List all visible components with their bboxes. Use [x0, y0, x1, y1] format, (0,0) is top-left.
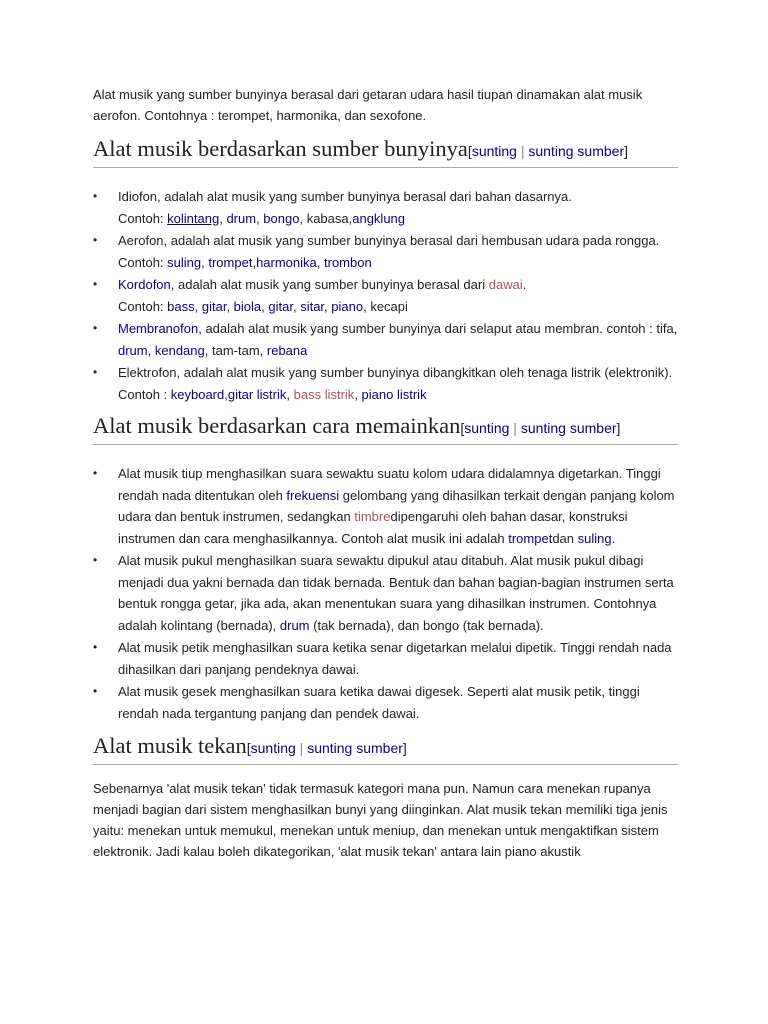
link-gitar-2[interactable]: gitar — [268, 298, 293, 314]
link-rebana[interactable]: rebana — [266, 342, 308, 358]
link-piano-listrik[interactable]: piano listrik — [361, 386, 427, 402]
list-item-elektrofon: • Elektrofon, adalah alat musik yang sumber bunyinya dibangkitkan oleh tenaga listrik (elektronik). Contoh : keyboard,gitar listrik, bass listrik, piano listrik — [93, 362, 678, 405]
list-cara-memainkan — [93, 463, 678, 724]
link-trompet-2[interactable]: trompet — [508, 530, 553, 546]
link-piano[interactable]: piano — [331, 298, 364, 314]
link-drum-3[interactable]: drum — [279, 617, 310, 633]
link-bass[interactable]: bass — [167, 298, 195, 314]
link-drum[interactable]: drum — [226, 210, 257, 226]
heading-text: Alat musik berdasarkan sumber bunyinya — [93, 136, 468, 161]
link-kordofon[interactable]: Kordofon — [118, 277, 171, 292]
musik-tekan-paragraph: Sebenarnya 'alat musik tekan' tidak termasuk kategori mana pun. Namun cara menekan rupanya menjadi bagian dari sistem menghasilkan bunyi yang diinginkan. Alat musik tekan memiliki tiga jenis yaitu: menekan untuk memukul, menekan untuk meniup, dan menekan untuk mengaktifkan sistem elektronik. Jadi kalau boleh dikategorikan, 'alat musik tekan' antara lain piano akustik — [93, 781, 668, 859]
sunting-sumber-link[interactable]: sunting sumber — [307, 740, 403, 756]
link-angklung[interactable]: angklung — [352, 210, 406, 226]
list-item-gesek: • Alat musik gesek menghasilkan suara ketika dawai digesek. Seperti alat musik petik, tinggi rendah nada tergantung panjang dan pendek dawai. — [93, 681, 678, 724]
sunting-sumber-link[interactable]: sunting sumber — [528, 143, 625, 159]
link-kendang[interactable]: kendang — [154, 342, 205, 358]
link-gitar-listrik[interactable]: gitar listrik — [227, 386, 287, 402]
link-bass-listrik[interactable]: bass listrik — [293, 386, 355, 402]
link-bongo[interactable]: bongo — [263, 210, 300, 226]
section-heading-cara-memainkan — [93, 415, 678, 445]
link-membranofon[interactable]: Membranofon — [118, 321, 199, 336]
link-harmonika[interactable]: harmonika — [256, 254, 317, 270]
sunting-link[interactable]: sunting — [250, 740, 296, 756]
section-musik-tekan — [93, 735, 678, 862]
link-frekuensi[interactable]: frekuensi — [286, 487, 340, 503]
edit-links: [sunting | sunting sumber] — [246, 740, 407, 756]
link-sitar[interactable]: sitar — [300, 298, 325, 314]
list-item-aerofon: • Aerofon, adalah alat musik yang sumber bunyinya berasal dari hembusan udara pada rongga. Contoh: suling, trompet,harmonika, trombon — [93, 230, 678, 273]
list-item-membranofon: • Membranofon, adalah alat musik yang sumber bunyinya dari selaput atau membran. contoh : tifa, drum, kendang, tam-tam, rebana — [93, 318, 678, 361]
section-heading-musik-tekan — [93, 735, 678, 765]
link-keyboard[interactable]: keyboard — [170, 386, 225, 402]
link-trombon[interactable]: trombon — [324, 254, 372, 270]
heading-text: Alat musik tekan — [93, 733, 247, 758]
document-page — [93, 84, 678, 862]
link-biola[interactable]: biola — [233, 298, 262, 314]
link-trompet[interactable]: trompet — [208, 254, 253, 270]
edit-links: [sunting | sunting sumber] — [467, 143, 628, 159]
link-suling[interactable]: suling — [167, 254, 202, 270]
section-heading-sumber-bunyi — [93, 138, 678, 168]
list-item-petik: • Alat musik petik menghasilkan suara ketika senar digetarkan melalui dipetik. Tinggi rendah nada dihasilkan dari panjang pendeknya dawai. — [93, 637, 678, 680]
link-timbre[interactable]: timbre — [354, 509, 391, 524]
list-item-tiup: • Alat musik tiup menghasilkan suara sewaktu suatu kolom udara didalamnya digetarkan. Tinggi rendah nada ditentukan oleh frekuensi gelombang yang dihasilkan terkait dengan panjang kolom udara dan bentuk instrumen, sedangkan timbredipengaruhi oleh bahan dasar, konstruksi instrumen dan cara menghasilkannya. Contoh alat musik ini adalah trompetdan suling. — [93, 463, 678, 549]
list-item-idiofon: • Idiofon, adalah alat musik yang sumber bunyinya berasal dari bahan dasarnya. Contoh: kolintang, drum, bongo, kabasa,angklung — [93, 186, 678, 229]
heading-text: Alat musik berdasarkan cara memainkan — [93, 413, 461, 438]
link-gitar[interactable]: gitar — [201, 298, 227, 314]
sunting-link[interactable]: sunting — [464, 420, 510, 436]
list-item-pukul: • Alat musik pukul menghasilkan suara sewaktu dipukul atau ditabuh. Alat musik pukul dibagi menjadi dua yakni bernada dan tidak bernada. Bentuk dan bahan bagian-bagian instrumen serta bentuk rongga getar, jika ada, akan menentukan suara yang dihasilkan instrumen. Contohnya adalah kolintang (bernada), drum (tak bernada), dan bongo (tak bernada). — [93, 550, 678, 636]
list-sumber-bunyi — [93, 186, 678, 405]
sunting-sumber-link[interactable]: sunting sumber — [520, 420, 617, 436]
intro-paragraph: Alat musik yang sumber bunyinya berasal dari getaran udara hasil tiupan dinamakan alat musik aerofon. Contohnya : terompet, harmonika, dan sexofone. — [93, 87, 643, 123]
edit-links: [sunting | sunting sumber] — [460, 420, 621, 436]
section-cara-memainkan — [93, 415, 678, 724]
link-drum-2[interactable]: drum — [118, 342, 148, 358]
sunting-link[interactable]: sunting — [471, 143, 517, 159]
link-dawai[interactable]: dawai — [488, 277, 523, 292]
link-kolintang[interactable]: kolintang — [167, 210, 220, 226]
list-item-kordofon: • Kordofon, adalah alat musik yang sumber bunyinya berasal dari dawai. Contoh: bass, gitar, biola, gitar, sitar, piano, kecapi — [93, 274, 678, 317]
link-suling-2[interactable]: suling — [577, 530, 612, 546]
